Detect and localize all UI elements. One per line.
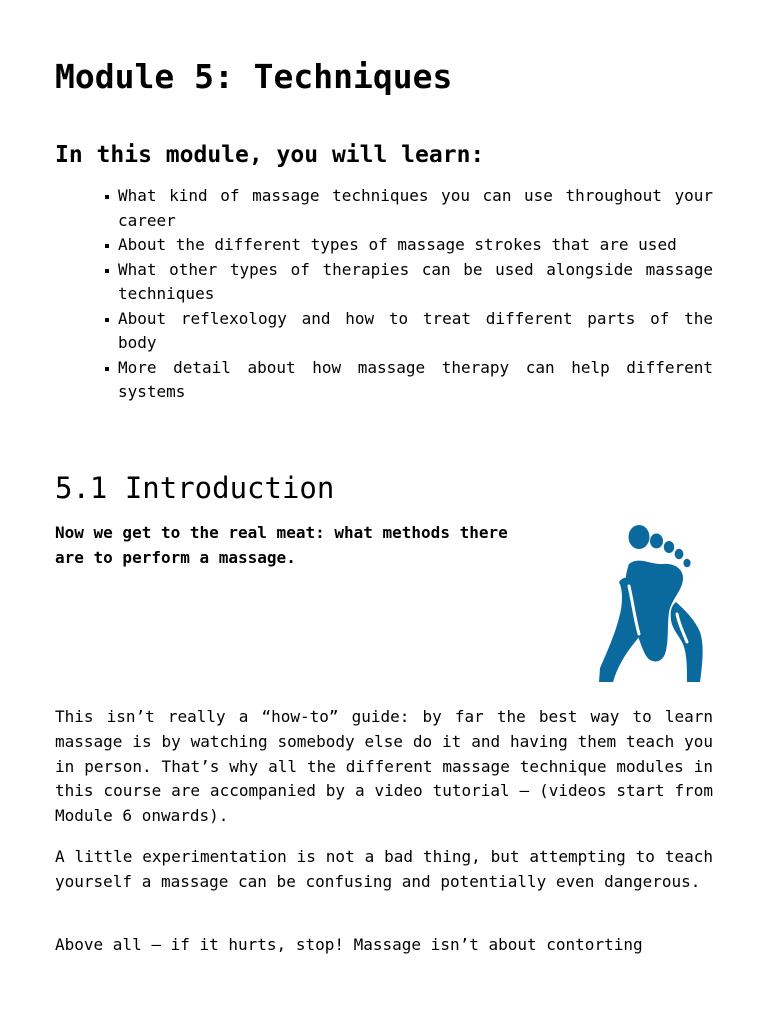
learning-outcomes-list: [118, 184, 713, 405]
list-item: About the different types of massage strokes that are used: [118, 233, 713, 258]
lead-paragraph: Now we get to the real meat: what methods there are to perform a massage.: [55, 523, 508, 567]
list-item: What kind of massage techniques you can use throughout your career: [118, 184, 713, 233]
learning-outcomes-heading: In this module, you will learn:: [55, 142, 485, 168]
section-heading: 5.1 Introduction: [55, 471, 335, 505]
body-paragraph: Above all – if it hurts, stop! Massage isn’t about contorting: [55, 935, 643, 954]
body-paragraph: This isn’t really a “how-to” guide: by far the best way to learn massage is by watching somebody else do it and having them teach you in person. That’s why all the different massage technique modules in this course are accompanied by a video tutorial – (videos start from Module 6 onwards).: [55, 707, 713, 826]
foot-in-hands-icon: [599, 524, 709, 684]
body-paragraph: A little experimentation is not a bad thing, but attempting to teach yourself a massage can be confusing and potentially even dangerous.: [55, 847, 713, 891]
list-item: What other types of therapies can be used alongside massage techniques: [118, 258, 713, 307]
list-item: More detail about how massage therapy can help different systems: [118, 356, 713, 405]
module-title: Module 5: Techniques: [55, 57, 453, 96]
list-item: About reflexology and how to treat different parts of the body: [118, 307, 713, 356]
